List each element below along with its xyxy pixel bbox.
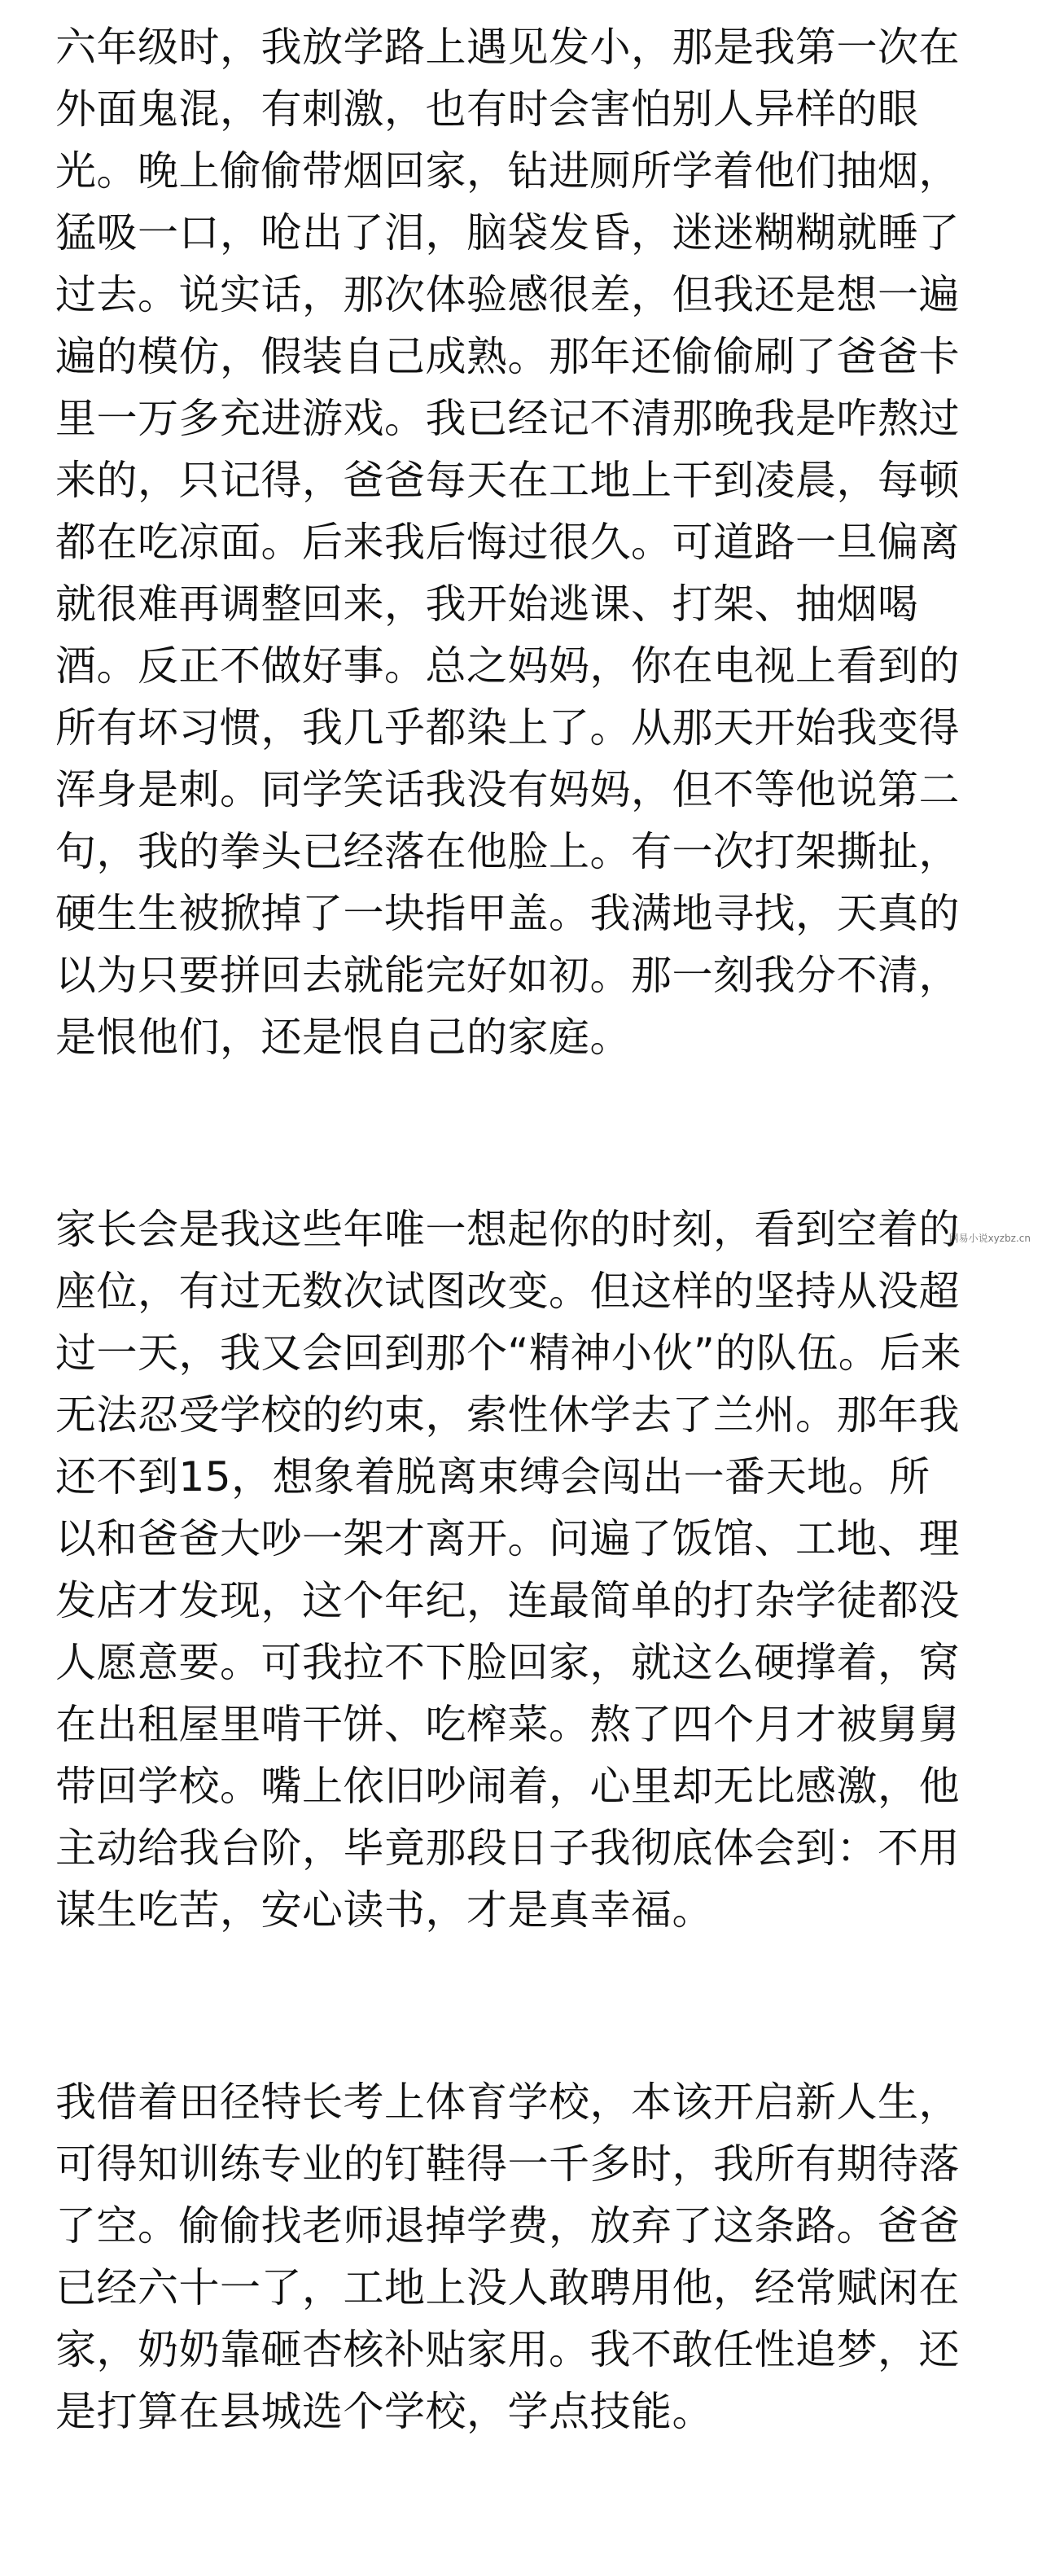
text-line: 外面鬼混，有刺激，也有时会害怕别人异样的眼 xyxy=(55,85,919,133)
paragraph-2 xyxy=(55,1198,992,1941)
text-line: 句，我的拳头已经落在他脸上。有一次打架撕扯， xyxy=(55,828,960,875)
watermark: 网易小说xyzbz.cn xyxy=(948,1233,1031,1244)
text-line: 所有坏习惯，我几乎都染上了。从那天开始我变得 xyxy=(55,704,960,751)
text-line: 过一天，我又会回到那个“精神小伙”的队伍。后来 xyxy=(55,1330,962,1377)
text-line: 硬生生被掀掉了一块指甲盖。我满地寻找，天真的 xyxy=(55,890,960,937)
text-line: 无法忍受学校的约束，索性休学去了兰州。那年我 xyxy=(55,1391,960,1439)
text-line: 浑身是刺。同学笑话我没有妈妈，但不等他说第二 xyxy=(55,766,960,813)
text-line: 过去。说实话，那次体验感很差，但我还是想一遍 xyxy=(55,271,960,318)
text-line: 里一万多充进游戏。我已经记不清那晚我是咋熬过 xyxy=(55,395,960,442)
text-line: 家长会是我这些年唯一想起你的时刻，看到空着的 xyxy=(55,1206,960,1253)
text-line: 以为只要拼回去就能完好如初。那一刻我分不清， xyxy=(55,952,960,999)
text-line: 谋生吃苦，安心读书，才是真幸福。 xyxy=(55,1886,713,1934)
text-line: 光。晚上偷偷带烟回家，钻进厕所学着他们抽烟， xyxy=(55,147,960,195)
text-line: 发店才发现，这个年纪，连最简单的打杂学徒都没 xyxy=(55,1577,960,1624)
paragraph-3 xyxy=(55,2071,992,2442)
text-line: 可得知训练专业的钉鞋得一千多时，我所有期待落 xyxy=(55,2140,960,2188)
text-line: 座位，有过无数次试图改变。但这样的坚持从没超 xyxy=(55,1268,960,1315)
text-line: 以和爸爸大吵一架才离开。问遍了饭馆、工地、理 xyxy=(55,1515,960,1562)
text-line: 酒。反正不做好事。总之妈妈，你在电视上看到的 xyxy=(55,642,960,690)
text-line: 来的，只记得，爸爸每天在工地上干到凌晨，每顿 xyxy=(55,457,960,504)
text-line: 就很难再调整回来，我开始逃课、打架、抽烟喝 xyxy=(55,580,919,628)
text-line: 六年级时，我放学路上遇见发小，那是我第一次在 xyxy=(55,24,960,71)
text-line: 家，奶奶靠砸杏核补贴家用。我不敢任性追梦，还 xyxy=(55,2326,960,2373)
text-line: 我借着田径特长考上体育学校，本该开启新人生， xyxy=(55,2079,960,2126)
text-line: 猛吸一口，呛出了泪，脑袋发昏，迷迷糊糊就睡了 xyxy=(55,209,960,256)
paragraph-1 xyxy=(55,16,992,1068)
text-line: 在出租屋里啃干饼、吃榨菜。熬了四个月才被舅舅 xyxy=(55,1701,960,1748)
text-line: 都在吃凉面。后来我后悔过很久。可道路一旦偏离 xyxy=(55,519,960,566)
text-line: 人愿意要。可我拉不下脸回家，就这么硬撑着，窝 xyxy=(55,1639,960,1686)
text-line: 还不到15，想象着脱离束缚会闯出一番天地。所 xyxy=(55,1453,930,1500)
text-line: 了空。偷偷找老师退掉学费，放弃了这条路。爸爸 xyxy=(55,2202,960,2250)
text-line: 主动给我台阶，毕竟那段日子我彻底体会到：不用 xyxy=(55,1825,960,1872)
text-line: 是恨他们，还是恨自己的家庭。 xyxy=(55,1014,631,1061)
text-line: 是打算在县城选个学校，学点技能。 xyxy=(55,2388,713,2435)
text-line: 遍的模仿，假装自己成熟。那年还偷偷刷了爸爸卡 xyxy=(55,333,960,380)
text-line: 已经六十一了，工地上没人敢聘用他，经常赋闲在 xyxy=(55,2264,960,2311)
text-line: 带回学校。嘴上依旧吵闹着，心里却无比感激，他 xyxy=(55,1763,960,1810)
